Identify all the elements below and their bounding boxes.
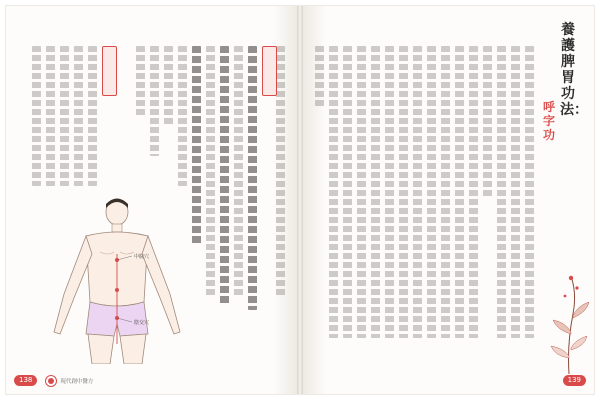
text-column — [497, 46, 506, 338]
text-column — [343, 46, 352, 338]
acupoint-label: 中脘穴 — [134, 254, 150, 260]
text-column — [427, 46, 436, 338]
text-column — [329, 46, 338, 338]
right-page — [303, 6, 594, 394]
text-column — [371, 46, 380, 338]
plant-illustration — [547, 274, 591, 374]
section-tag-points — [102, 46, 117, 96]
text-column — [455, 46, 464, 338]
text-column — [46, 46, 55, 186]
text-column — [413, 46, 422, 338]
book-mark — [45, 375, 93, 387]
text-column — [88, 46, 97, 186]
print-footer — [0, 400, 600, 416]
acupoint-label: 陰交穴 — [134, 320, 150, 326]
chapter-title: 養護脾胃功法： — [560, 22, 588, 118]
section-tag-steps — [262, 46, 277, 96]
text-column — [178, 46, 187, 186]
text-column — [469, 46, 478, 338]
text-column — [511, 46, 520, 338]
text-column — [60, 46, 69, 186]
page-number: 139 — [563, 375, 586, 386]
text-column — [399, 46, 408, 338]
text-column — [234, 46, 243, 296]
text-column — [248, 46, 257, 310]
text-column — [150, 46, 159, 156]
text-column — [483, 46, 492, 196]
text-column — [136, 46, 145, 116]
text-column — [32, 46, 41, 186]
book-name: 現代創中醫方 — [60, 378, 94, 385]
text-column — [276, 46, 285, 296]
page-folio — [14, 375, 93, 386]
text-column — [357, 46, 366, 338]
text-column — [441, 46, 450, 338]
text-column — [315, 46, 324, 106]
text-column — [164, 46, 173, 126]
seal-icon — [45, 375, 57, 387]
text-column — [74, 46, 83, 186]
human-figure-illustration — [36, 194, 198, 364]
book-spread — [6, 6, 594, 394]
text-column — [525, 46, 534, 338]
text-column — [385, 46, 394, 338]
text-column — [206, 46, 215, 296]
chapter-subtitle: 呼字功 — [542, 100, 555, 142]
left-page — [6, 6, 297, 394]
text-column — [220, 46, 229, 306]
page-folio — [563, 375, 586, 386]
page-number: 138 — [14, 375, 37, 386]
